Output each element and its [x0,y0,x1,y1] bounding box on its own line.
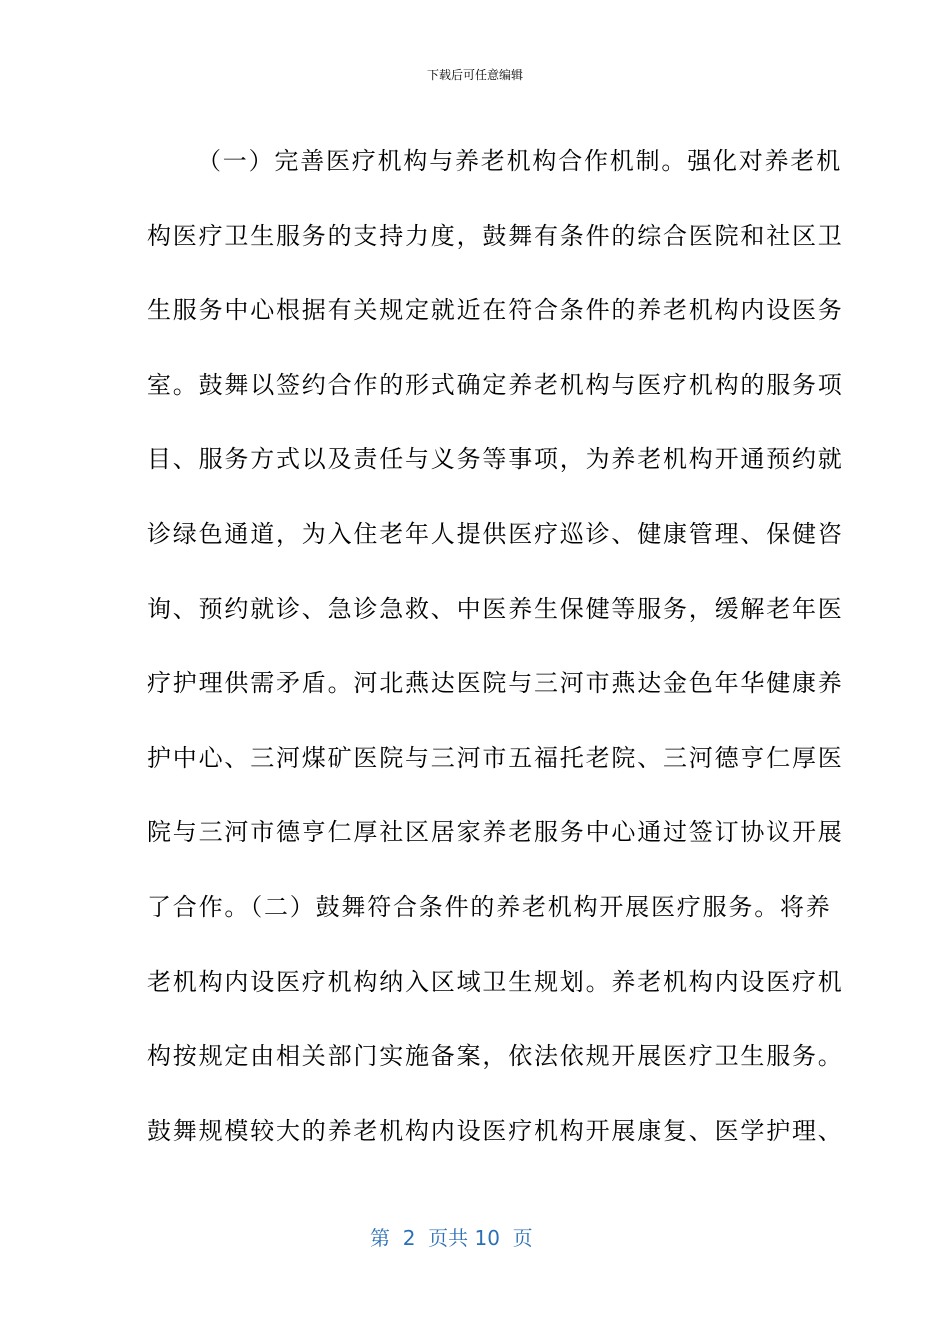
paragraph-line: 了合作。（二）鼓舞符合条件的养老机构开展医疗服务。将养 [147,892,832,921]
paragraph-line: 生服务中心根据有关规定就近在符合条件的养老机构内设医务 [147,296,844,325]
paragraph-line: 构按规定由相关部门实施备案，依法依规开展医疗卫生服务。 [147,1042,844,1071]
page-number-footer: 第 2 页共 10 页 [370,1226,533,1250]
paragraph-line: 室。鼓舞以签约合作的形式确定养老机构与医疗机构的服务项 [147,370,844,399]
paragraph-line: 护中心、三河煤矿医院与三河市五福托老院、三河德亨仁厚医 [147,743,844,772]
document-body [147,124,844,1168]
paragraph-line: 疗护理供需矛盾。河北燕达医院与三河市燕达金色年华健康养 [147,669,844,698]
paragraph-line: 询、预约就诊、急诊急救、中医养生保健等服务，缓解老年医 [147,594,844,623]
paragraph-line: （一）完善医疗机构与养老机构合作机制。强化对养老机 [197,147,842,175]
paragraph-line: 目、服务方式以及责任与义务等事项，为养老机构开通预约就 [147,445,844,474]
paragraph-line: 鼓舞规模较大的养老机构内设医疗机构开展康复、医学护理、 [147,1116,844,1145]
paragraph-line: 老机构内设医疗机构纳入区域卫生规划。养老机构内设医疗机 [147,967,844,996]
page-header-note: 下载后可任意编辑 [426,68,523,82]
paragraph-line: 构医疗卫生服务的支持力度，鼓舞有条件的综合医院和社区卫 [147,221,844,250]
paragraph-line: 院与三河市德亨仁厚社区居家养老服务中心通过签订协议开展 [147,818,844,847]
paragraph-line: 诊绿色通道，为入住老年人提供医疗巡诊、健康管理、保健咨 [147,519,844,548]
